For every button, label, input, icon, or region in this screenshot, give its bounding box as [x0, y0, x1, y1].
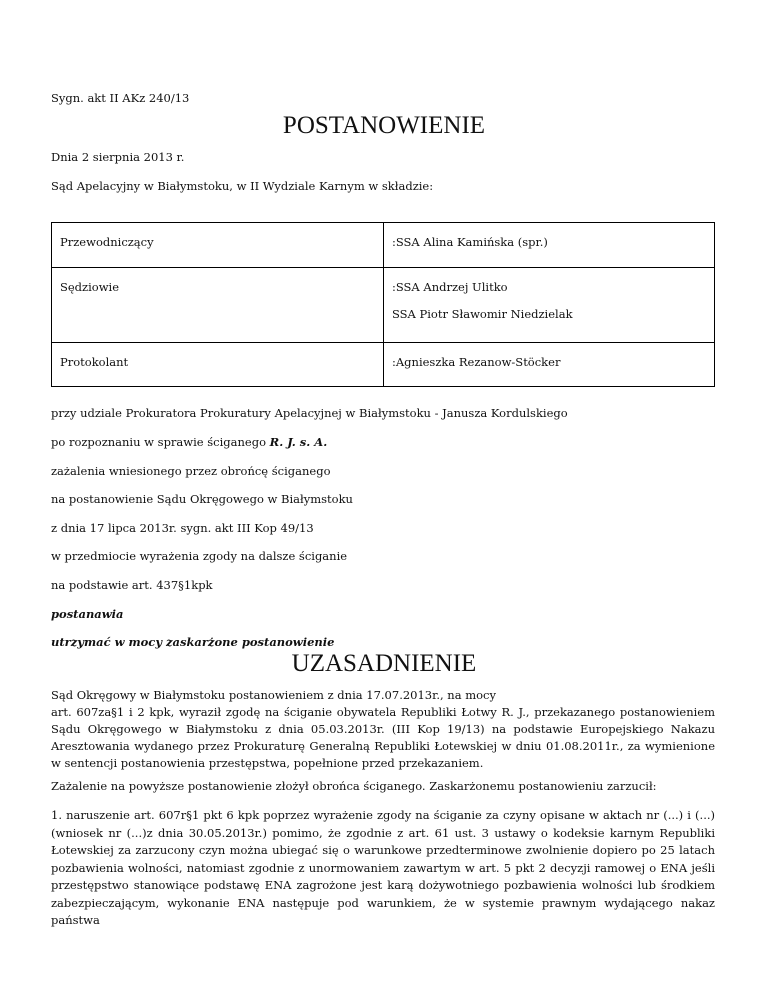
table-row — [52, 268, 715, 343]
judges-value — [384, 268, 715, 343]
decision-date-line: z dnia 17 lipca 2013r. sygn. akt III Kop 49/13 — [51, 521, 314, 535]
justification-paragraph-1 — [51, 687, 715, 772]
justification-p1-rest: art. 607za§1 i 2 kpk, wyraził zgodę na ściganie obywatela Republiki Łotwy R. J., przekazanego postanowieniem Sądu Okręgowego w Białymstoku z dnia 05.03.2013r. (III Kop 19/13) na podstawie Europejskiego Nakazu Aresztowania wydanego przez Prokuraturę Generalną Republiki Łotewskiej w dniu 01.08.2011r., za wymienione w sentencji postanowienia przestępstwa, popełnione przed przekazaniem. — [51, 705, 715, 770]
appeal-line: zażalenia wniesionego przez obrońcę ściganego — [51, 464, 331, 478]
table-row — [52, 223, 715, 268]
judge-1: :SSA Andrzej Ulitko — [392, 280, 508, 294]
court-decision-line: na postanowienie Sądu Okręgowego w Białymstoku — [51, 492, 353, 506]
clerk-label: Protokolant — [52, 343, 384, 387]
presiding-value: :SSA Alina Kamińska (spr.) — [384, 223, 715, 268]
justification-paragraph-3: 1. naruszenie art. 607r§1 pkt 6 kpk poprzez wyrażenie zgody na ściganie za czyny opisane w aktach nr (...) i (...) (wniosek nr (...)z dnia 30.05.2013r.) pomimo, że zgodnie z art. 61 ust. 3 ustawy o kodeksie karnym Republiki Łotewskiej za zarzucony czyn można ubiegać się o warunkowe przedterminowe zwolnienie dopiero po 25 latach pozbawienia wolności, natomiast zgodnie z unormowaniem zawartym w art. 5 pkt 2 decyzji ramowej o ENA jeśli przestępstwo stanowiące podstawę ENA zagrożone jest karą dożywotniego pozbawienia wolności lub środkiem zabezpieczającym, wykonanie ENA następuje pod warunkiem, że w systemie prawnym wydającego nakaz państwa — [51, 808, 715, 927]
panel-table — [51, 222, 715, 387]
judge-2: SSA Piotr Sławomir Niedzielak — [392, 307, 573, 321]
table-row — [52, 343, 715, 387]
justification-p1-first-line: Sąd Okręgowy w Białymstoku postanowieniem z dnia 17.07.2013r., na mocy — [51, 688, 496, 702]
subject-line: w przedmiocie wyrażenia zgody na dalsze ściganie — [51, 549, 348, 563]
document-title: POSTANOWIENIE — [282, 112, 486, 139]
justification-title: UZASADNIENIE — [291, 650, 477, 677]
judges-label: Sędziowie — [52, 268, 384, 343]
document-date: Dnia 2 sierpnia 2013 r. — [51, 150, 185, 164]
clerk-value: :Agnieszka Rezanow-Stöcker — [384, 343, 715, 387]
ruling-text: utrzymać w mocy zaskarżone postanowienie — [51, 635, 335, 649]
decides-heading: postanawia — [51, 607, 124, 621]
case-line-prefix: po rozpoznaniu w sprawie ściganego — [51, 435, 270, 449]
prosecutor-line: przy udziale Prokuratora Prokuratury Apelacyjnej w Białymstoku - Janusza Kordulskiego — [51, 406, 568, 420]
case-line — [51, 434, 327, 450]
case-signature: Sygn. akt II AKz 240/13 — [51, 91, 190, 105]
legal-basis-line: na podstawie art. 437§1kpk — [51, 578, 213, 592]
justification-paragraph-2: Zażalenie na powyższe postanowienie złożył obrońca ściganego. Zaskarżonemu postanowieniu zarzucił: — [51, 779, 657, 793]
court-composition: Sąd Apelacyjny w Białymstoku, w II Wydziale Karnym w składzie: — [51, 179, 434, 193]
presiding-label: Przewodniczący — [52, 223, 384, 268]
defendant-name: R. J. s. A. — [269, 435, 328, 449]
